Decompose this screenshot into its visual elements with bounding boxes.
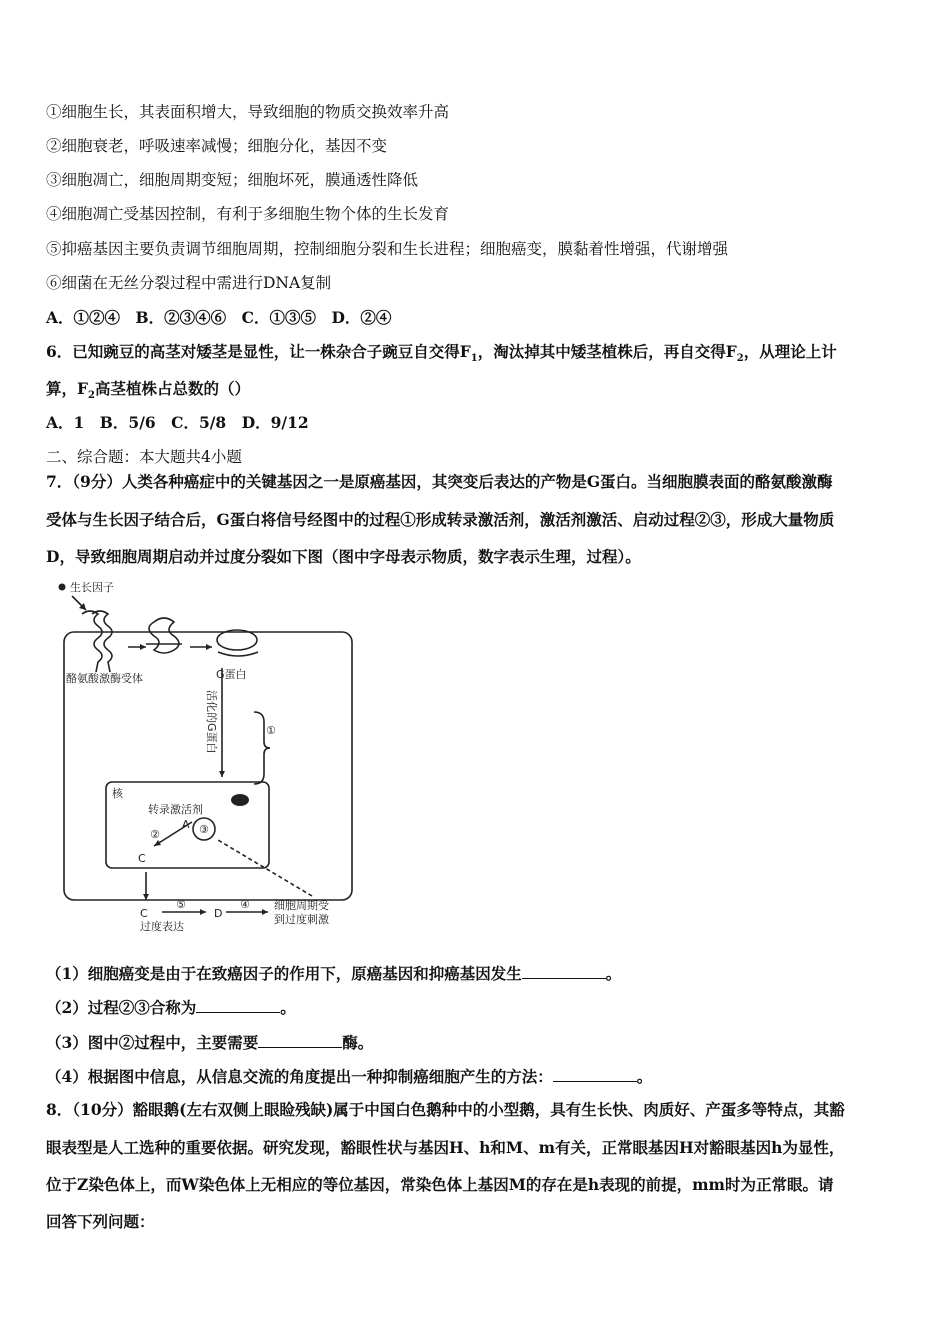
option-3: ③细胞凋亡，细胞周期变短；细胞坏死，膜通透性降低 [46,171,419,189]
answer-blank-1[interactable] [522,964,606,979]
receptor-icon [82,611,112,672]
q7-sub2-end: 。 [280,998,296,1017]
fig-nucleus: 核 [112,787,123,800]
signal-pathway-diagram [42,572,387,944]
q6-choices: A．1 B．5/6 C．5/8 D．9/12 [46,413,309,432]
g-protein-blob [217,630,257,650]
q6-line2 [46,379,910,406]
q6-line1 [46,342,910,369]
option-6: ⑥细菌在无丝分裂过程中需进行DNA复制 [46,274,332,292]
q5-choices: A．①②④ B．②③④⑥ C．①③⑤ D．②④ [46,308,392,327]
q8-line4: 回答下列问题： [46,1212,155,1231]
q7-sub2 [46,998,910,1018]
activated-receptor-icon [146,618,182,653]
fig-overexpress: 过度表达 [140,920,184,933]
fig-receptor: 酪氨酸激酶受体 [66,672,143,685]
option-5: ⑤抑癌基因主要负责调节细胞周期，控制细胞分裂和生长进程；细胞癌变，膜黏着性增强，代谢增强 [46,240,729,258]
fig-step4: ④ [240,898,250,911]
q7-sub2-text: （2）过程②③合称为 [46,998,197,1017]
answer-blank-3[interactable] [258,1033,342,1048]
q6-line2-b: 高茎植株占总数的（） [94,379,250,398]
q7-sub4-end: 。 [636,1067,653,1086]
answer-blank-2[interactable] [196,998,280,1013]
q6-text-c: ，从理论上计 [743,342,837,361]
fig-label-d: D [214,907,223,920]
q6-line2-sub: 2 [88,390,95,402]
fig-step1: ① [266,724,276,737]
q7-line2: 受体与生长因子结合后，G蛋白将信号经图中的过程①形成转录激活剂，激活剂激活、启动过程②③，形成大量物质 [46,510,835,529]
q6-text-b: ，淘汰掉其中矮茎植株后，再自交得F [477,342,737,361]
option-1: ①细胞生长，其表面积增大，导致细胞的物质交换效率升高 [46,103,450,121]
q7-sub1-end: 。 [605,964,622,983]
q6-line2-a: 算，F [46,379,89,398]
q7-sub3-text: （3）图中②过程中，主要需要 [46,1033,259,1052]
fig-vertical-text: 活化的G蛋白 [205,690,218,754]
q6-text-a: 6．已知豌豆的高茎对矮茎是显性，让一株杂合子豌豆自交得F [46,342,471,361]
fig-cycle-1: 细胞周期受 [274,899,329,912]
fig-label-c2: C [140,907,148,920]
q7-sub3 [46,1033,910,1053]
q8-line2: 眼表型是人工选种的重要依据。研究发现，豁眼性状与基因H、h和M、m有关，正常眼基因H对豁眼基因h为显性， [46,1138,845,1157]
fig-step2: ② [150,828,160,841]
q8-line3: 位于Z染色体上，而W染色体上无相应的等位基因，常染色体上基因M的存在是h表现的前提，mm时为正常眼。请 [46,1175,834,1194]
fig-activator: 转录激活剂 [148,803,203,816]
fig-label-a: A [182,818,190,831]
q7-sub4 [46,1067,910,1087]
fig-step5: ⑤ [176,898,186,911]
q6-sub1: 1 [470,353,478,365]
fig-step3: ③ [199,823,209,836]
q7-line1: 7．（9分）人类各种癌症中的关键基因之一是原癌基因，其突变后表达的产物是G蛋白。当细胞膜表面的酪氨酸激酶 [46,472,833,491]
q7-sub1 [46,964,910,984]
option-4: ④细胞凋亡受基因控制，有利于多细胞生物个体的生长发育 [46,205,450,223]
answer-blank-4[interactable] [553,1067,637,1082]
option-2: ②细胞衰老，呼吸速率减慢；细胞分化，基因不变 [46,137,388,155]
fig-cycle-2: 到过度刺激 [274,913,329,926]
fig-label-c1: C [138,852,146,865]
q7-line3: D，导致细胞周期启动并过度分裂如下图（图中字母表示物质，数字表示生理，过程）。 [46,547,641,566]
fig-growth-factor: 生长因子 [70,581,114,594]
q7-sub4-text: （4）根据图中信息，从信息交流的角度提出一种抑制癌细胞产生的方法： [46,1067,553,1086]
q7-sub3-end: 酶。 [342,1033,374,1052]
fig-g-protein: G蛋白 [216,668,247,681]
q8-line1: 8．（10分）豁眼鹅(左右双侧上眼睑残缺)属于中国白色鹅种中的小型鹅，具有生长快、肉质好、产蛋多等特点，其豁 [46,1100,845,1119]
section-heading: 二、综合题：本大题共4小题 [46,448,242,466]
q6-sub2: 2 [736,353,744,365]
q7-sub1-text: （1）细胞癌变是由于在致癌因子的作用下，原癌基因和抑癌基因发生 [46,964,522,983]
